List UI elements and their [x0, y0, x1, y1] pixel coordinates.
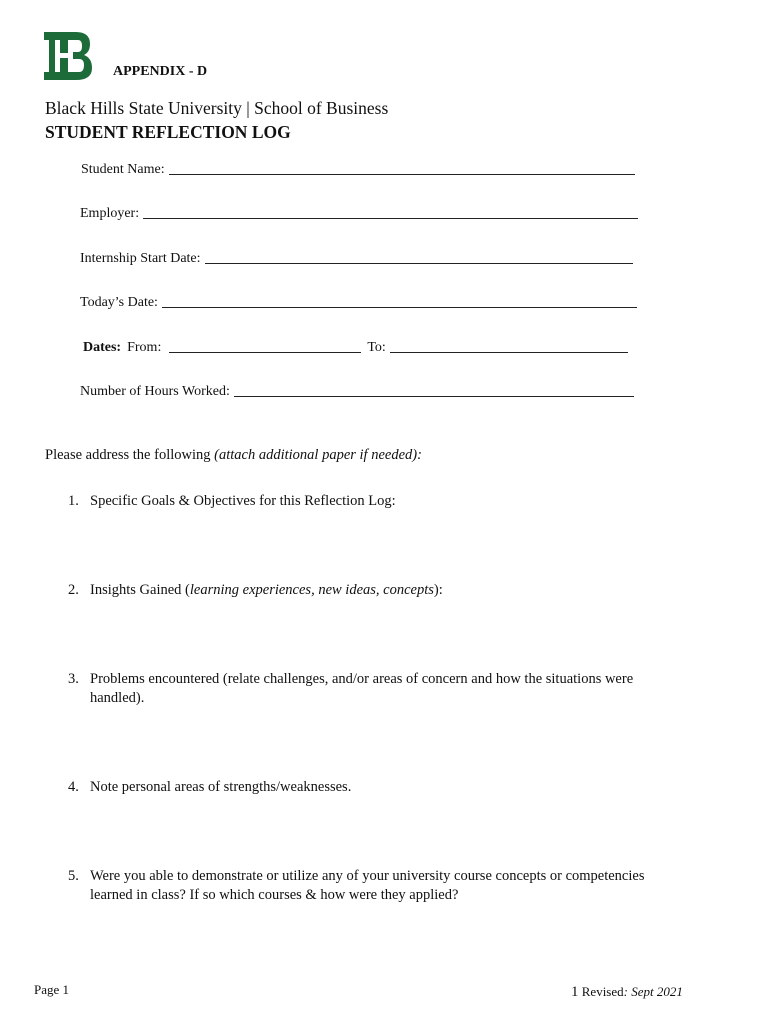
question-text-line2: handled). — [90, 690, 145, 706]
todays-date-line[interactable] — [162, 307, 637, 308]
student-name-field[interactable] — [81, 162, 635, 178]
instructions-text: Please address the following — [45, 447, 215, 463]
internship-start-label: Internship Start Date: — [80, 251, 201, 266]
instructions — [45, 447, 422, 464]
question-number: 2. — [68, 582, 79, 598]
question-number: 4. — [68, 779, 79, 795]
question-number: 3. — [68, 671, 79, 687]
employer-field[interactable] — [80, 206, 638, 222]
university-name: Black Hills State University | School of Business — [45, 98, 389, 118]
page-number: Page 1 — [34, 982, 70, 997]
internship-start-field[interactable] — [80, 251, 633, 267]
question-text: Note personal areas of strengths/weaknesses. — [90, 779, 352, 795]
revised-label: Revised — [581, 984, 624, 999]
to-label: To: — [367, 340, 386, 355]
employer-line[interactable] — [143, 218, 638, 219]
page-title: STUDENT REFLECTION LOG — [45, 122, 291, 142]
internship-start-line[interactable] — [205, 263, 633, 264]
todays-date-label: Today’s Date: — [80, 295, 158, 310]
revision-note — [571, 984, 683, 1001]
bhsu-logo — [42, 30, 94, 82]
dates-label: Dates: — [83, 340, 122, 355]
question-text: Specific Goals & Objectives for this Reflection Log: — [90, 493, 396, 509]
page-num: 1 — [571, 984, 579, 1000]
student-name-line[interactable] — [169, 174, 635, 175]
from-label: From: — [127, 340, 162, 355]
question-number: 1. — [68, 493, 79, 509]
to-line[interactable] — [390, 352, 628, 353]
todays-date-field[interactable] — [80, 295, 637, 311]
instructions-italic: (attach additional paper if needed): — [214, 447, 422, 463]
employer-label: Employer: — [80, 206, 140, 221]
question-text: Insights Gained (learning experiences, new ideas, concepts): — [90, 582, 443, 598]
question-text: Were you able to demonstrate or utilize any of your university course concepts or competencies — [90, 868, 645, 884]
question-number: 5. — [68, 868, 79, 884]
appendix-label: APPENDIX - D — [113, 64, 208, 79]
question-text-line2: learned in class? If so which courses & how were they applied? — [90, 887, 459, 903]
dates-field[interactable] — [83, 340, 628, 356]
hours-label: Number of Hours Worked: — [80, 384, 230, 399]
hours-field[interactable] — [80, 384, 634, 400]
student-name-label: Student Name: — [81, 162, 165, 177]
from-line[interactable] — [169, 352, 361, 353]
question-text: Problems encountered (relate challenges, and/or areas of concern and how the situations were — [90, 671, 634, 687]
revised-date: : Sept 2021 — [623, 984, 683, 999]
hours-line[interactable] — [234, 396, 634, 397]
